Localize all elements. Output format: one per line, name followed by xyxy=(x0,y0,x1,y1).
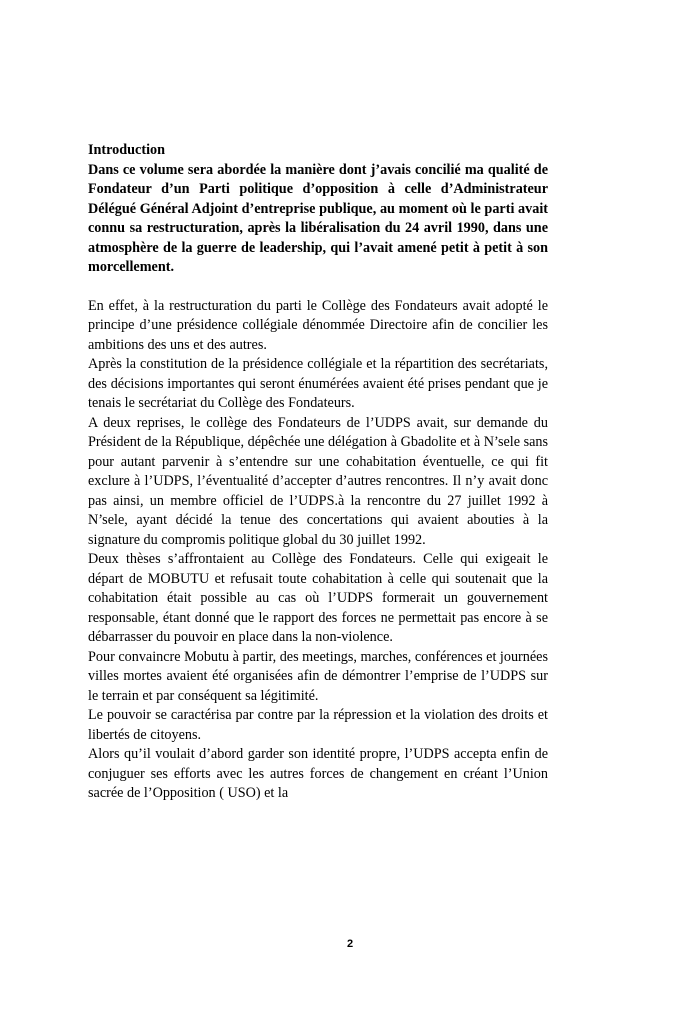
intro-paragraph: Dans ce volume sera abordée la manière dont j’avais concilié ma qualité de Fondateur d’un Parti politique d’opposition à celle d’Administrateur Délégué Général Adjoint d’entreprise publique, au moment où le parti avait connu sa restructuration, après la libéralisation du 24 avril 1990, dans une atmosphère de la guerre de leadership, qui l’avait amené petit à petit à son morcellement. xyxy=(88,161,548,275)
body-paragraph: Le pouvoir se caractérisa par contre par la répression et la violation des droits et libertés de citoyens. xyxy=(88,707,548,743)
page-number: 2 xyxy=(346,938,354,950)
body-paragraph: Après la constitution de la présidence collégiale et la répartition des secrétariats, des décisions importantes qui seront énumérées avaient été prises pendant que je tenais le secrétariat du Collège des Fondateurs. xyxy=(88,356,548,411)
body-paragraph: Deux thèses s’affrontaient au Collège des Fondateurs. Celle qui exigeait le départ de MOBUTU et refusait toute cohabitation à celle qui soutenait que la cohabitation était possible au cas où l’UDPS formerait un gouvernement responsable, étant donné que le rapport des forces ne permettait pas encore à se débarrasser du pouvoir en place dans la non-violence. xyxy=(88,551,548,645)
body-paragraph: En effet, à la restructuration du parti le Collège des Fondateurs avait adopté le principe d’une présidence collégiale dénommée Directoire afin de concilier les ambitions des uns et des autres. xyxy=(88,297,548,353)
section-heading: Introduction xyxy=(88,142,165,158)
body-paragraph: Pour convaincre Mobutu à partir, des meetings, marches, conférences et journées villes mortes avaient été organisées afin de démontrer l’emprise de l’UDPS sur le terrain et par conséquent sa légitimité. xyxy=(88,648,548,704)
body-paragraph: A deux reprises, le collège des Fondateurs de l’UDPS avait, sur demande du Président de la République, dépêchée une délégation à Gbadolite et à N’sele sans pour autant parvenir à s’entendre sur une cohabitation éventuelle, ce qui fit exclure à l’UDPS, l’éventualité d’accepter d’autres rencontres. Il n’y avait donc pas ainsi, un membre officiel de l’UDPS.à la rencontre du 27 juillet 1992 à N’sele, ayant décidé la tenue des concertations qui avaient abouties à la signature du compromis politique global du 30 juillet 1992. xyxy=(88,414,548,548)
body-paragraph: Alors qu’il voulait d’abord garder son identité propre, l’UDPS accepta enfin de conjuguer ses efforts avec les autres forces de changement en créant l’Union sacrée de l’Opposition ( USO) et la xyxy=(88,746,548,801)
document-body xyxy=(88,141,548,804)
